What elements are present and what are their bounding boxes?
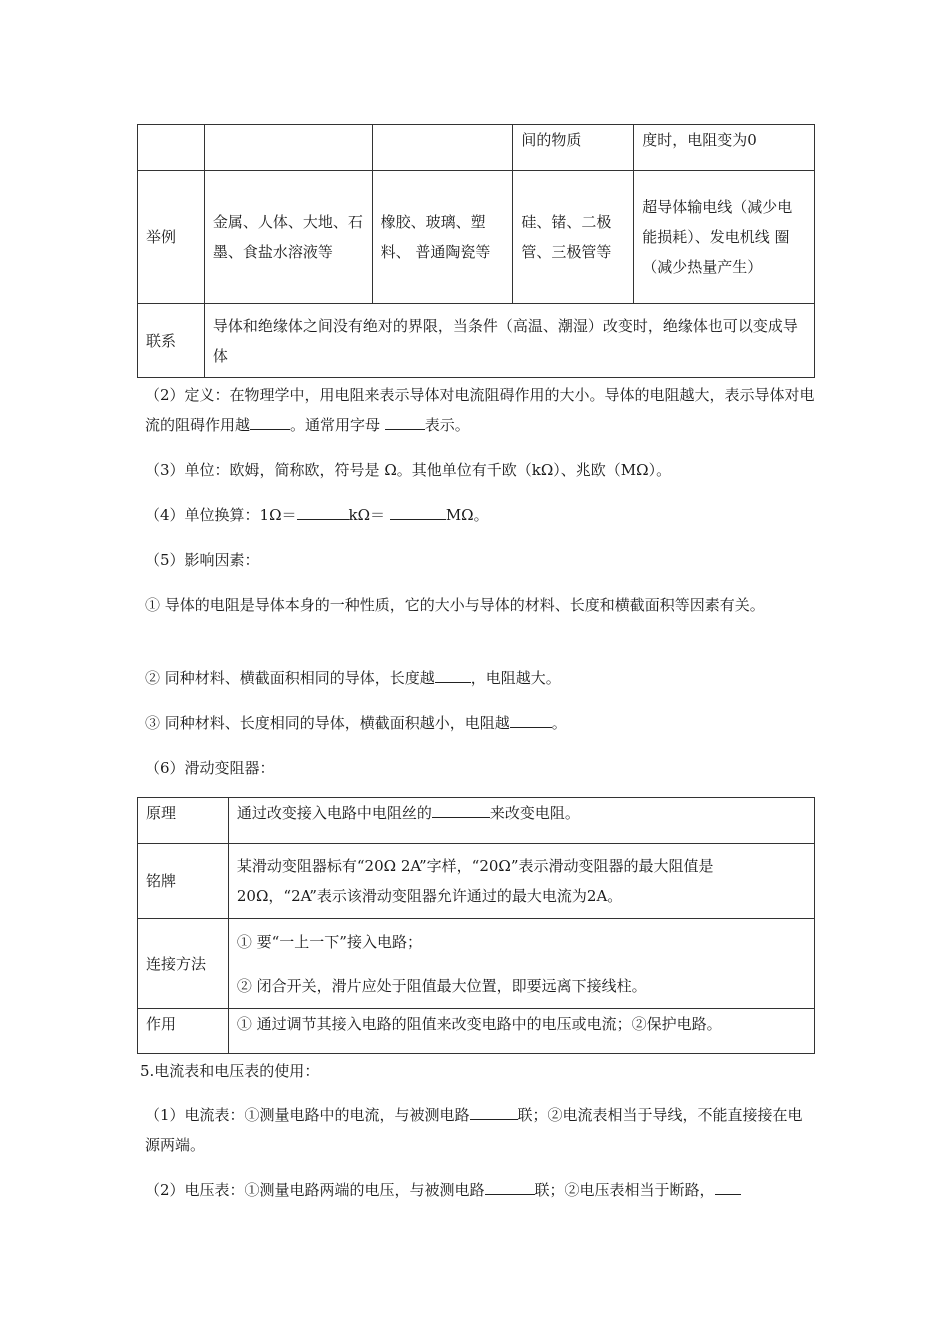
row-label-function: 作用 — [138, 1009, 229, 1054]
table-cell — [204, 125, 372, 171]
fill-blank — [250, 411, 290, 430]
table-row — [138, 798, 815, 844]
fill-blank — [715, 1176, 741, 1195]
material-comparison-table — [137, 124, 815, 378]
fill-blank — [485, 1176, 535, 1195]
fill-blank — [435, 664, 471, 683]
row-label-nameplate: 铭牌 — [138, 844, 229, 919]
paragraph-factor-2: ② 同种材料、横截面积相同的导体，长度越 ，电阻越大。 — [145, 663, 817, 693]
paragraph-definition: （2）定义：在物理学中，用电阻来表示导体对电流阻碍作用的大小。导体的电阻越大，表示导体对电流的阻碍作用越 。通常用字母 表示。 — [145, 386, 815, 434]
paragraph-factor-3: ③ 同种材料、长度相同的导体，横截面积越小，电阻越 。 — [145, 708, 817, 738]
connection-text: ① 要“一上一下”接入电路； ② 闭合开关，滑片应处于阻值最大位置，即要远离下接线柱。 — [228, 919, 814, 1009]
rheostat-table — [137, 797, 815, 1054]
paragraph-factor-1: ① 导体的电阻是导体本身的一种性质，它的大小与导体的材料、长度和横截面积等因素有关。 — [145, 596, 765, 614]
paragraph-ammeter: （1）电流表：①测量电路中的电流，与被测电路 联；②电流表相当于导线，不能直接接在电源两端。 — [145, 1100, 817, 1160]
section-title: 5.电流表和电压表的使用： — [140, 1062, 320, 1080]
paragraph-factors: （5）影响因素： — [145, 551, 260, 569]
fill-blank — [385, 411, 425, 430]
fill-blank — [297, 501, 349, 520]
paragraph-conversion: （4）单位换算：1Ω＝ kΩ＝ MΩ。 — [145, 500, 817, 530]
row-label-examples: 举例 — [138, 171, 205, 304]
principle-text: 通过改变接入电路中电阻丝的 来改变电阻。 — [228, 798, 814, 844]
table-row — [138, 304, 815, 378]
paragraph-rheostat: （6）滑动变阻器： — [145, 759, 275, 777]
table-cell: 间的物质 — [513, 125, 634, 171]
row-label-principle: 原理 — [138, 798, 229, 844]
table-cell: 度时，电阻变为0 — [634, 125, 815, 171]
paragraph-voltmeter: （2）电压表：①测量电路两端的电压，与被测电路 联；②电压表相当于断路， — [145, 1175, 817, 1205]
table-cell — [138, 125, 205, 171]
table-row — [138, 919, 815, 1009]
conductor-examples: 金属、人体、大地、石墨、食盐水溶液等 — [204, 171, 372, 304]
fill-blank — [432, 799, 490, 818]
row-label-relation: 联系 — [138, 304, 205, 378]
table-row — [138, 1009, 815, 1054]
fill-blank — [470, 1101, 518, 1120]
nameplate-text: 某滑动变阻器标有“20Ω 2A”字样，“20Ω”表示滑动变阻器的最大阻值是20Ω，“2A”表示该滑动变阻器允许通过的最大电流为2A。 — [228, 844, 814, 919]
table-cell — [372, 125, 513, 171]
table-row — [138, 171, 815, 304]
fill-blank — [390, 501, 446, 520]
row-label-connection: 连接方法 — [138, 919, 229, 1009]
function-text: ① 通过调节其接入电路的阻值来改变电路中的电压或电流；②保护电路。 — [228, 1009, 814, 1054]
fill-blank — [510, 709, 552, 728]
superconductor-examples: 超导体输电线（减少电能损耗）、发电机线 圈（减少热量产生） — [634, 171, 815, 304]
table-row — [138, 125, 815, 171]
paragraph-unit: （3）单位：欧姆，简称欧，符号是 Ω。其他单位有千欧（kΩ）、兆欧（MΩ）。 — [145, 461, 672, 479]
insulator-examples: 橡胶、玻璃、塑料、 普通陶瓷等 — [372, 171, 513, 304]
relation-text: 导体和绝缘体之间没有绝对的界限，当条件（高温、潮湿）改变时，绝缘体也可以变成导体 — [204, 304, 814, 378]
table-row — [138, 844, 815, 919]
semiconductor-examples: 硅、锗、二极管、三极管等 — [513, 171, 634, 304]
